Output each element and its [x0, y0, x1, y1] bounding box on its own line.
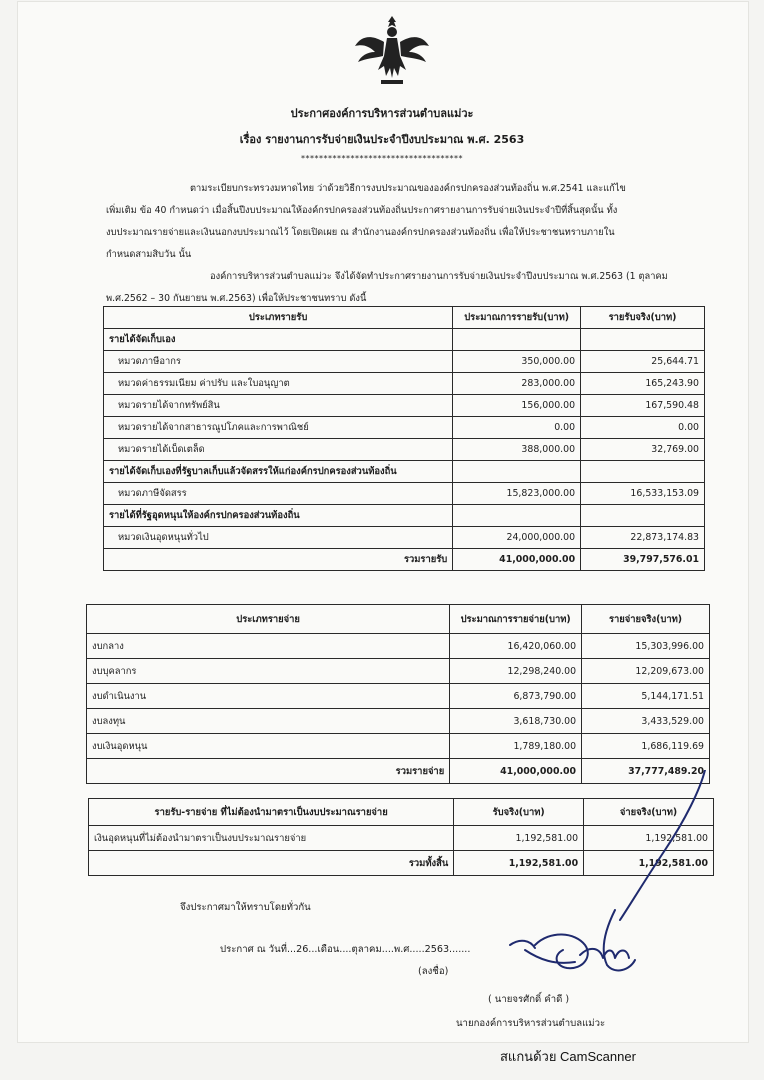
- expense-table: [86, 604, 710, 784]
- separator-stars: ************************************: [301, 154, 463, 163]
- total-paid: 1,192,581.00: [584, 851, 714, 876]
- actual-cell: 25,644.71: [581, 351, 705, 373]
- estimate-cell: 283,000.00: [453, 373, 581, 395]
- row-label: หมวดค่าธรรมเนียม ค่าปรับ และใบอนุญาต: [104, 373, 453, 395]
- camscanner-watermark: สแกนด้วย CamScanner: [500, 1049, 636, 1064]
- sign-label: (ลงชื่อ): [418, 966, 449, 977]
- table-row: [87, 634, 710, 659]
- announcement-date: ประกาศ ณ วันที่...26...เดือน....ตุลาคม....พ.ศ.....2563.......: [220, 944, 471, 955]
- total-received: 1,192,581.00: [454, 851, 584, 876]
- total-actual: 37,777,489.20: [582, 759, 710, 784]
- row-label: งบบุคลากร: [87, 659, 450, 684]
- actual-cell: 32,769.00: [581, 439, 705, 461]
- row-label: งบเงินอุดหนุน: [87, 734, 450, 759]
- intro-line-6: พ.ศ.2562 – 30 กันยายน พ.ศ.2563) เพื่อให้ประชาชนทราบ ดังนี้: [106, 293, 367, 304]
- table-row: [87, 734, 710, 759]
- estimate-cell: 6,873,790.00: [450, 684, 582, 709]
- income-table: [103, 306, 705, 571]
- row-label: หมวดภาษีจัดสรร: [104, 483, 453, 505]
- received-cell: 1,192,581.00: [454, 826, 584, 851]
- section-label: รายได้จัดเก็บเอง: [104, 329, 453, 351]
- column-header: ประเภทรายจ่าย: [87, 605, 450, 634]
- intro-line-4: กำหนดสามสิบวัน นั้น: [106, 249, 192, 260]
- announcement-title: ประกาศองค์การบริหารส่วนตำบลแม่วะ: [290, 107, 474, 120]
- table-row: [104, 417, 705, 439]
- estimate-cell: 156,000.00: [453, 395, 581, 417]
- column-header: ประเภทรายรับ: [104, 307, 453, 329]
- total-estimate: 41,000,000.00: [450, 759, 582, 784]
- table-row: [104, 439, 705, 461]
- column-header: รับจริง(บาท): [454, 799, 584, 826]
- actual-cell: 165,243.90: [581, 373, 705, 395]
- actual-cell: 167,590.48: [581, 395, 705, 417]
- signature-mark: [495, 770, 735, 990]
- table-row: [104, 351, 705, 373]
- table-row: [87, 709, 710, 734]
- table-row: [104, 395, 705, 417]
- table-header-row: [104, 307, 705, 329]
- total-row: [104, 549, 705, 571]
- estimate-cell: 1,789,180.00: [450, 734, 582, 759]
- row-label: หมวดรายได้จากสาธารณูปโภคและการพาณิชย์: [104, 417, 453, 439]
- total-label: รวมทั้งสิ้น: [89, 851, 454, 876]
- estimate-cell: 15,823,000.00: [453, 483, 581, 505]
- table-row: [104, 373, 705, 395]
- row-label: งบดำเนินงาน: [87, 684, 450, 709]
- section-row: [104, 461, 705, 483]
- row-label: หมวดเงินอุดหนุนทั่วไป: [104, 527, 453, 549]
- total-label: รวมรายจ่าย: [87, 759, 450, 784]
- estimate-cell: 0.00: [453, 417, 581, 439]
- section-label: รายได้จัดเก็บเองที่รัฐบาลเก็บแล้วจัดสรรให้แก่องค์กรปกครองส่วนท้องถิ่น: [104, 461, 453, 483]
- actual-cell: 0.00: [581, 417, 705, 439]
- row-label: งบลงทุน: [87, 709, 450, 734]
- row-label: งบกลาง: [87, 634, 450, 659]
- section-label: รายได้ที่รัฐอุดหนุนให้องค์กรปกครองส่วนท้องถิ่น: [104, 505, 453, 527]
- table-header-row: [87, 605, 710, 634]
- column-header: ประมาณการรายรับ(บาท): [453, 307, 581, 329]
- garuda-emblem-icon: [353, 12, 431, 90]
- actual-cell: 5,144,171.51: [582, 684, 710, 709]
- intro-line-1: ตามระเบียบกระทรวงมหาดไทย ว่าด้วยวิธีการงบประมาณขององค์กรปกครองส่วนท้องถิ่น พ.ศ.2541 และแก้ไข: [190, 183, 626, 194]
- actual-cell: 3,433,529.00: [582, 709, 710, 734]
- total-label: รวมรายรับ: [104, 549, 453, 571]
- estimate-cell: 16,420,060.00: [450, 634, 582, 659]
- section-row: [104, 329, 705, 351]
- row-label: เงินอุดหนุนที่ไม่ต้องนำมาตราเป็นงบประมาณรายจ่าย: [89, 826, 454, 851]
- row-label: หมวดรายได้จากทรัพย์สิน: [104, 395, 453, 417]
- actual-cell: 22,873,174.83: [581, 527, 705, 549]
- estimate-cell: 12,298,240.00: [450, 659, 582, 684]
- intro-line-5: องค์การบริหารส่วนตำบลแม่วะ จึงได้จัดทำประกาศรายงานการรับจ่ายเงินประจำปีงบประมาณ พ.ศ.2563 (1 ตุลาคม: [210, 271, 668, 282]
- column-header: ประมาณการรายจ่าย(บาท): [450, 605, 582, 634]
- total-actual: 39,797,576.01: [581, 549, 705, 571]
- estimate-cell: 350,000.00: [453, 351, 581, 373]
- row-label: หมวดภาษีอากร: [104, 351, 453, 373]
- estimate-cell: 388,000.00: [453, 439, 581, 461]
- column-header: รายรับ-รายจ่าย ที่ไม่ต้องนำมาตราเป็นงบประมาณรายจ่าย: [89, 799, 454, 826]
- table-row: [87, 659, 710, 684]
- column-header: รายรับจริง(บาท): [581, 307, 705, 329]
- paid-cell: 1,192,581.00: [584, 826, 714, 851]
- table-row: [104, 527, 705, 549]
- row-label: หมวดรายได้เบ็ดเตล็ด: [104, 439, 453, 461]
- column-header: จ่ายจริง(บาท): [584, 799, 714, 826]
- actual-cell: 15,303,996.00: [582, 634, 710, 659]
- signer-title: นายกองค์การบริหารส่วนตำบลแม่วะ: [456, 1018, 606, 1029]
- table-row: [104, 483, 705, 505]
- estimate-cell: 3,618,730.00: [450, 709, 582, 734]
- announcement-subject: เรื่อง รายงานการรับจ่ายเงินประจำปีงบประมาณ พ.ศ. 2563: [239, 133, 525, 146]
- actual-cell: 16,533,153.09: [581, 483, 705, 505]
- signer-name: ( นายจรศักดิ์ คำดี ): [488, 994, 570, 1005]
- closing-notice: จึงประกาศมาให้ทราบโดยทั่วกัน: [180, 902, 311, 913]
- intro-line-2: เพิ่มเติม ข้อ 40 กำหนดว่า เมื่อสิ้นปีงบประมาณให้องค์กรปกครองส่วนท้องถิ่นประกาศรายงานการรับจ่ายเงินประจำปีที่สิ้นสุดนั้น ทั้ง: [106, 205, 618, 216]
- estimate-cell: 24,000,000.00: [453, 527, 581, 549]
- section-row: [104, 505, 705, 527]
- intro-line-3: งบประมาณรายจ่ายและเงินนอกงบประมาณไว้ โดยเปิดเผย ณ สำนักงานองค์กรปกครองส่วนท้องถิ่น เพื่อให้ประชาชนทราบภายใน: [106, 227, 615, 238]
- total-estimate: 41,000,000.00: [453, 549, 581, 571]
- column-header: รายจ่ายจริง(บาท): [582, 605, 710, 634]
- table-row: [87, 684, 710, 709]
- actual-cell: 1,686,119.69: [582, 734, 710, 759]
- actual-cell: 12,209,673.00: [582, 659, 710, 684]
